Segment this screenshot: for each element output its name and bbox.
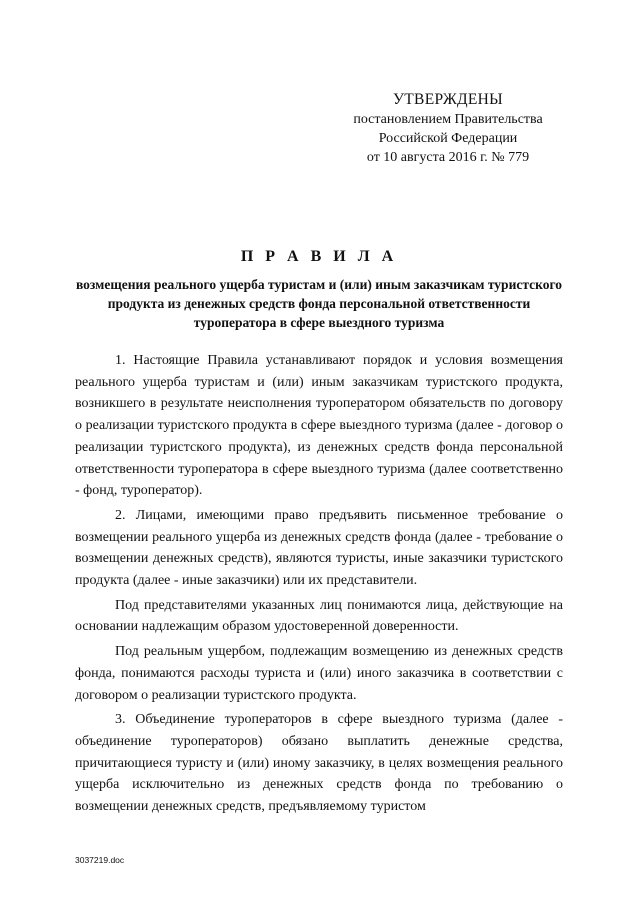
document-title: П Р А В И Л А: [240, 248, 398, 265]
paragraph: 2. Лицами, имеющими право предъявить письменное требование о возмещении реального ущерба из денежных средств фонда (далее - требование о возмещении денежных средств), являются туристы, иные заказчики туристского продукта (далее - иные заказчики) или их представители.: [75, 507, 563, 589]
document-heading: [75, 248, 563, 332]
approval-date-line: от 10 августа 2016 г. № 779: [366, 150, 530, 165]
approval-title: УТВЕРЖДЕНЫ: [393, 91, 503, 108]
approval-line: Российской Федерации: [378, 131, 518, 146]
document-body: [75, 350, 563, 821]
approval-line: постановлением Правительства: [353, 112, 543, 127]
paragraph: 3. Объединение туроператоров в сфере выездного туризма (далее - объединение туроператоров) обязано выплатить денежные средства, причитающиеся туристу и (или) иному заказчику, в целях возмещения реального ущерба исключительно из денежных средств фонда по требованию о возмещении денежных средств, предъявляемому туристом: [75, 712, 563, 815]
paragraph: 1. Настоящие Правила устанавливают порядок и условия возмещения реального ущерба туристам и (или) иным заказчикам туристского продукта, возникшего в результате неисполнения туроператором обязательств по договору о реализации туристского продукта в сфере выездного туризма (далее - договор о реализации туристского продукта), из денежных средств фонда персональной ответственности туроператора в сфере выездного туризма (далее соответственно - фонд, туроператор).: [75, 353, 563, 499]
approval-block: [330, 90, 566, 167]
document-subtitle: возмещения реального ущерба туристам и (или) иным заказчикам туристского продукта из денежных средств фонда персональной ответственности туроператора в сфере выездного туризма: [75, 277, 563, 330]
footer-doc-id: 3037219.doc: [75, 855, 125, 865]
paragraph: Под реальным ущербом, подлежащим возмещению из денежных средств фонда, понимаются расходы туриста и (или) иного заказчика в соответствии с договором о реализации туристского продукта.: [75, 644, 563, 703]
paragraph: Под представителями указанных лиц понимаются лица, действующие на основании надлежащим образом удостоверенной доверенности.: [75, 597, 563, 635]
